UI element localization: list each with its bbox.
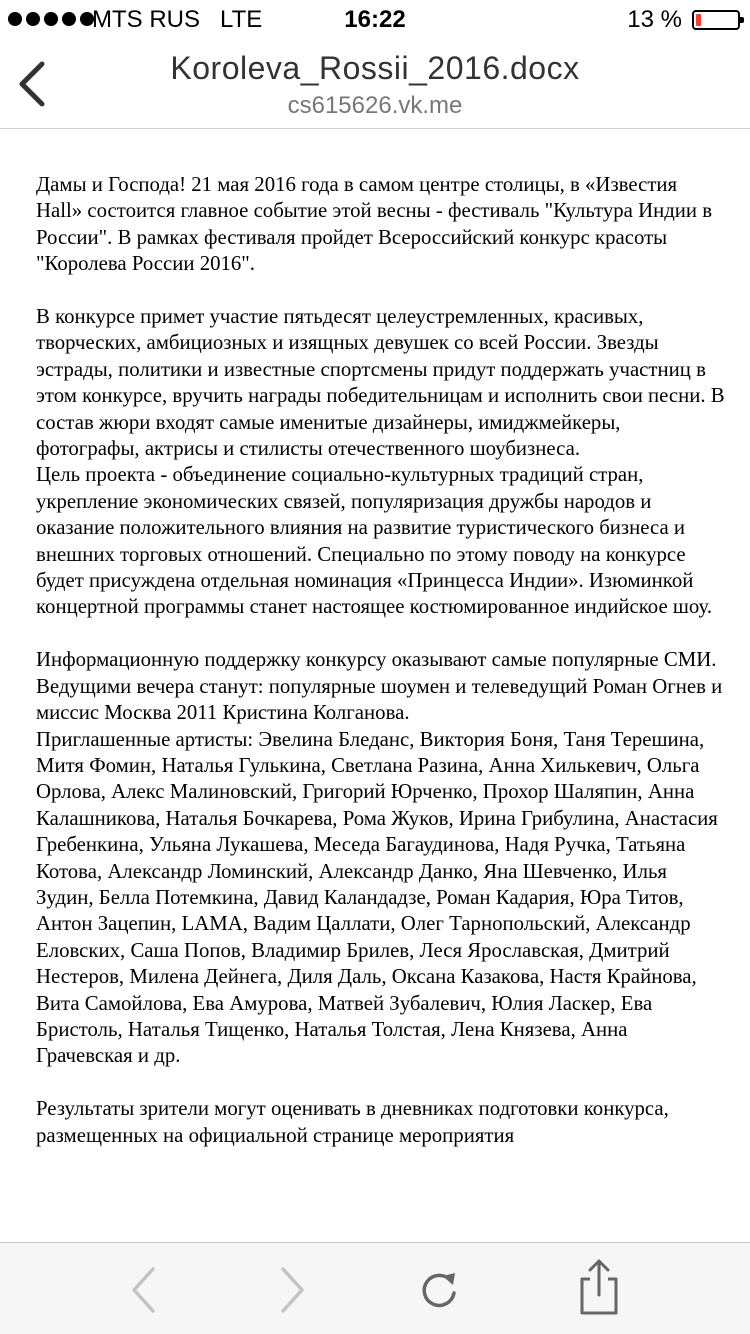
network-type: LTE bbox=[220, 6, 263, 33]
document-paragraph: Дамы и Господа! 21 мая 2016 года в самом центре столицы, в «Известия Hall» состоится главное событие этой весны - фестиваль "Культура Индии в России". В рамках фестиваля пройдет Всероссийский конкурс красоты "Королева России 2016". bbox=[36, 173, 713, 276]
carrier-name: MTS RUS bbox=[92, 6, 200, 33]
document-paragraph: Информационную поддержку конкурсу оказывают самые популярные СМИ. Ведущими вечера станут: популярные шоумен и телеведущий Роман Огнев и миссис Москва 2011 Кристина Колганова. Приглашенные артисты: Эвелина Бледанс, Виктория Боня, Таня Терешина, Митя Фомин, Наталья Гулькина, Светлана Разина, Анна Хилькевич, Ольга Орлова, Алекс Малиновский, Григорий Юрченко, Прохор Шаляпин, Анна Калашникова, Наталья Бочкарева, Рома Жуков, Ирина Грибулина, Анастасия Гребенкина, Ульяна Лукашева, Меседа Багаудинова, Надя Ручка, Татьяна Котова, Александр Ломинский, Александр Данко, Яна Шевченко, Илья Зудин, Белла Потемкина, Давид Каландадзе, Роман Кадария, Юра Титов, Антон Зацепин, LAMA, Вадим Цаллати, Олег Тарнопольский, Александр Еловских, Саша Попов, Владимир Брилев, Леся Ярославская, Дмитрий Нестеров, Милена Дейнега, Диля Даль, Оксана Казакова, Настя Крайнова, Вита Самойлова, Ева Амурова, Матвей Зубалевич, Юлия Ласкер, Ева Бристоль, Наталья Тищенко, Наталья Толстая, Лена Князева, Анна Грачевская и др. bbox=[36, 648, 723, 1068]
bottom-toolbar bbox=[0, 1242, 750, 1334]
share-icon bbox=[574, 1257, 624, 1317]
browser-forward-button[interactable] bbox=[266, 1265, 316, 1315]
document-paragraph: В конкурсе примет участие пятьдесят целеустремленных, красивых, творческих, амбициозных и изящных девушек со всей России. Звезды эстрады, политики и известные спортсмены придут поддержать участниц в этом конкурсе, вручить награды победительницам и исполнить свои песни. В состав жюри входят самые именитые дизайнеры, имиджмейкеры, фотографы, актрисы и стилисты отечественного шоубизнеса. Цель проекта - объединение социально-культурных традиций стран, укрепление экономических связей, популяризация дружбы народов и оказание положительного влияния на развитие туристического бизнеса и внешних торговых отношений. Специально по этому поводу на конкурсе будет присуждена отдельная номинация «Принцесса Индии». Изюминкой концертной программы станет настоящее костюмированное индийское шоу. bbox=[36, 305, 725, 619]
back-arrow-icon bbox=[120, 1265, 170, 1315]
browser-back-button[interactable] bbox=[120, 1265, 170, 1315]
status-bar bbox=[0, 0, 750, 40]
document-content bbox=[36, 172, 728, 1242]
reload-button[interactable] bbox=[414, 1265, 464, 1315]
status-time: 16:22 bbox=[344, 6, 406, 33]
battery-level bbox=[696, 14, 701, 26]
forward-arrow-icon bbox=[266, 1265, 316, 1315]
reload-icon bbox=[414, 1265, 464, 1315]
document-host: cs615626.vk.me bbox=[287, 92, 463, 119]
share-button[interactable] bbox=[574, 1257, 624, 1317]
document-header bbox=[0, 40, 750, 129]
battery-percentage: 13 % bbox=[627, 6, 682, 33]
document-paragraph: Результаты зрители могут оценивать в дневниках подготовки конкурса, размещенных на официальной странице мероприятия bbox=[36, 1097, 669, 1147]
document-title: Koroleva_Rossii_2016.docx bbox=[170, 50, 580, 86]
battery-icon bbox=[692, 10, 740, 30]
